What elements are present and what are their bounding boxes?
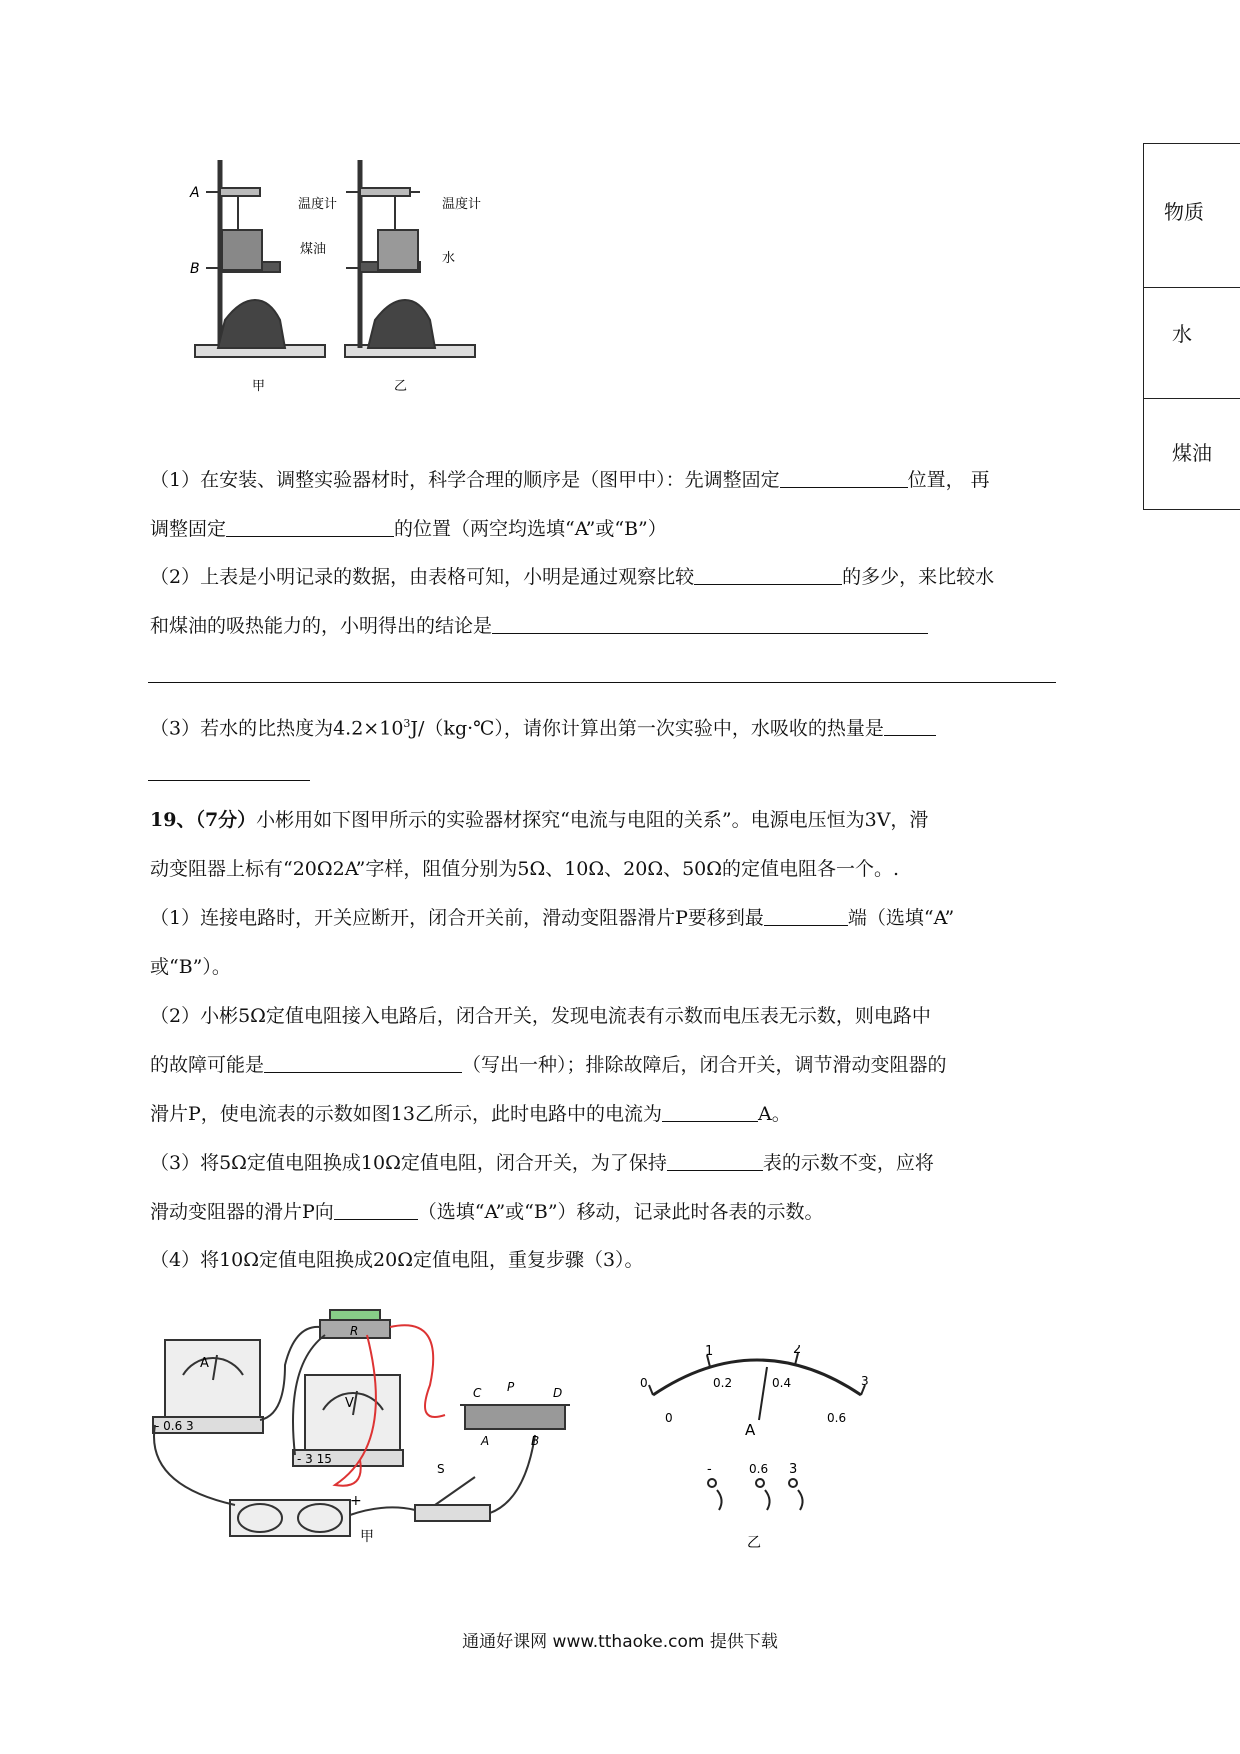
- answer-blank[interactable]: [334, 1201, 418, 1220]
- ammeter-terminals: - 0.6 3: [155, 1419, 194, 1433]
- label-a: A: [190, 185, 200, 201]
- ammeter-icon: [165, 1340, 260, 1420]
- apparatus-figure: [180, 150, 520, 400]
- voltmeter-symbol: V: [345, 1396, 354, 1411]
- answer-blank[interactable]: [492, 615, 928, 634]
- label-kerosene: 煤油: [300, 242, 327, 257]
- table-row-water: 水: [1144, 288, 1240, 399]
- q19-part2-line2: 的故障可能是 （写出一种）；排除故障后，闭合开关，调节滑动变阻器的: [150, 1054, 947, 1076]
- q19-intro-line1: 19、（7分）小彬用如下图甲所示的实验器材探究“电流与电阻的关系”。电源电压恒为3V，滑: [150, 809, 929, 831]
- switch-icon: [415, 1505, 490, 1521]
- table-row-kerosene: 煤油: [1172, 441, 1212, 465]
- q18-part2-line1: （2）上表是小明记录的数据，由表格可知，小明是通过观察比较 的多少，来比较水: [150, 566, 995, 588]
- q19-part1-line1: （1）连接电路时，开关应断开，闭合开关前，滑动变阻器滑片P要移到最 端（选填“A”: [150, 907, 955, 929]
- answer-blank[interactable]: [764, 907, 848, 926]
- voltmeter-icon: [305, 1375, 400, 1455]
- q18-part3-line1: （3）若水的比热度为$4.2\times 10^3J/(kg\cdot℃)$，请你计算出第一次实验中，水吸收的热量是: [150, 712, 936, 740]
- q19-part4: （4）将10Ω定值电阻换成20Ω定值电阻，重复步骤（3）。: [150, 1249, 644, 1271]
- battery-plus: +: [350, 1493, 362, 1509]
- meter-top-right-end: 3: [861, 1374, 869, 1388]
- answer-blank[interactable]: [884, 717, 936, 736]
- label-thermometer-right: 温度计: [442, 197, 482, 212]
- ammeter-dial-figure: [635, 1345, 880, 1555]
- label-water: 水: [442, 251, 456, 266]
- rheostat-icon: [465, 1405, 565, 1429]
- page-footer: 通通好课网 www.tthaoke.com 提供下载: [462, 1632, 778, 1652]
- meter-bottom-left-end: 0: [665, 1411, 673, 1425]
- meter-terminal-0-6: 0.6: [749, 1462, 769, 1476]
- resistor-label: R: [350, 1324, 359, 1338]
- answer-blank[interactable]: [226, 518, 394, 537]
- answer-blank[interactable]: [264, 1054, 462, 1073]
- q19-part1-line2: 或“B”）。: [150, 956, 231, 978]
- answer-blank[interactable]: [662, 1103, 758, 1122]
- answer-blank-short-line[interactable]: [148, 780, 310, 781]
- meter-symbol: A: [745, 1421, 756, 1439]
- circuit-figure: [145, 1305, 585, 1545]
- q18-part1-line2: 调整固定 的位置（两空均选填“A”或“B”）: [150, 518, 667, 540]
- rheostat-b: B: [531, 1434, 540, 1448]
- rheostat-a: A: [481, 1434, 490, 1448]
- meter-tick-1: 1: [705, 1345, 714, 1359]
- answer-blank-full-line[interactable]: [148, 682, 1056, 683]
- meter-top-left-end: 0: [640, 1376, 648, 1390]
- meter-tick-0-4: 0.4: [772, 1376, 792, 1390]
- q19-part2-line3: 滑片P，使电流表的示数如图13乙所示，此时电路中的电流为 A。: [150, 1103, 791, 1125]
- figure-label-jia: 甲: [360, 1529, 374, 1545]
- substance-table: [1143, 143, 1240, 510]
- meter-terminal-minus: -: [707, 1462, 712, 1477]
- meter-tick-2: 2: [793, 1345, 802, 1357]
- rheostat-c: C: [473, 1386, 482, 1400]
- q18-part1-line1: （1）在安装、调整实验器材时，科学合理的顺序是（图甲中）：先调整固定 位置， 再: [150, 469, 990, 491]
- switch-label: S: [437, 1462, 445, 1476]
- meter-bottom-right-end: 0.6: [827, 1411, 847, 1425]
- answer-blank[interactable]: [694, 566, 842, 585]
- q18-part2-line2: 和煤油的吸热能力的，小明得出的结论是: [150, 614, 928, 638]
- q19-intro-line2: 动变阻器上标有“20Ω2A”字样，阻值分别为5Ω、10Ω、20Ω、50Ω的定值电阻各一个。.: [150, 858, 900, 880]
- meter-needle: [759, 1367, 767, 1420]
- q19-part3-line2: 滑动变阻器的滑片P向 （选填“A”或“B”）移动，记录此时各表的示数。: [150, 1201, 824, 1223]
- table-header-cell: 物质: [1144, 144, 1240, 288]
- figure-label-yi: 乙: [747, 1535, 761, 1551]
- answer-blank[interactable]: [780, 469, 908, 488]
- q19-part2-line1: （2）小彬5Ω定值电阻接入电路后，闭合开关，发现电流表有示数而电压表无示数，则电路中: [150, 1005, 931, 1027]
- q19-part3-line1: （3）将5Ω定值电阻换成10Ω定值电阻，闭合开关，为了保持 表的示数不变，应将: [150, 1152, 934, 1174]
- label-thermometer-left: 温度计: [298, 197, 338, 212]
- label-b: B: [190, 261, 200, 277]
- q19-number: 19、（7分）: [150, 809, 257, 831]
- label-jia: 甲: [252, 379, 266, 394]
- rheostat-d: D: [553, 1386, 563, 1400]
- voltmeter-terminals: - 3 15: [297, 1452, 332, 1466]
- meter-tick-0-2: 0.2: [713, 1376, 733, 1390]
- ammeter-symbol: A: [200, 1356, 209, 1371]
- rheostat-p: P: [507, 1380, 515, 1394]
- answer-blank[interactable]: [667, 1152, 763, 1171]
- meter-terminal-3: 3: [789, 1462, 798, 1477]
- label-yi: 乙: [394, 379, 408, 394]
